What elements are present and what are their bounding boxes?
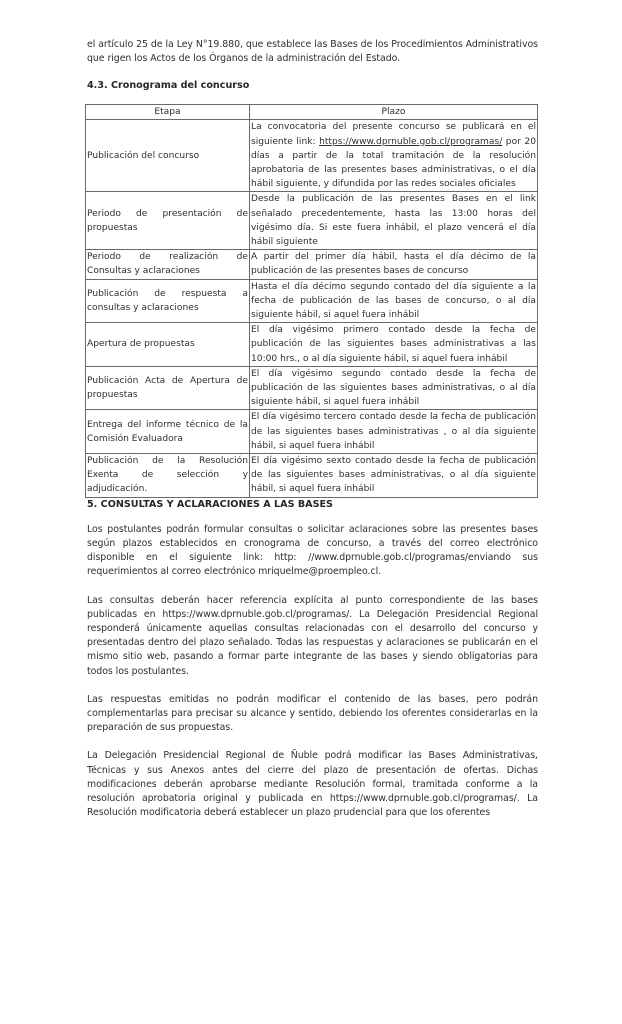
table-row bbox=[86, 250, 538, 279]
etapa-cell: Publicación Acta de Apertura de propuestas bbox=[86, 366, 250, 410]
programas-link[interactable]: https://www.dprnuble.gob.cl/programas/ bbox=[319, 136, 503, 147]
etapa-cell: Publicación de respuesta a consultas y aclaraciones bbox=[86, 279, 250, 323]
plazo-cell: Desde la publicación de las presentes Bases en el link señalado precedentemente, hasta las 13:00 horas del vigésimo día. Si este fuera inhábil, el plazo vencerá el día hábil siguiente bbox=[250, 192, 538, 250]
paragraph-gap bbox=[87, 580, 538, 594]
referencia-paragraph: Las consultas deberán hacer referencia explícita al punto correspondiente de las bases publicadas en https://www.dprnuble.gob.cl/programas/. La Delegación Presidencial Regional responderá únicamente aquellas consultas relacionadas con el desarrollo del concurso y presentadas dentro del plazo señalado. Todas las respuestas y aclaraciones se publicarán en el mismo sitio web, pasando a formar parte integrante de las bases y siendo obligatorias para todos los postulantes. bbox=[87, 594, 538, 677]
plazo-cell: El día vigésimo tercero contado desde la fecha de publicación de las siguientes bases administrativas , o al día siguiente hábil, si aquel fuera inhábil bbox=[250, 410, 538, 454]
plazo-cell: El día vigésimo segundo contado desde la fecha de publicación de las siguientes bases administrativas, o al día siguiente hábil, si aquel fuera inhábil bbox=[250, 366, 538, 410]
plazo-cell: El día vigésimo sexto contado desde la fecha de publicación de las siguientes bases administrativas, o al día siguiente hábil, si aquel fuera inhábil bbox=[250, 454, 538, 498]
etapa-cell: Periodo de realización de Consultas y aclaraciones bbox=[86, 250, 250, 279]
paragraph-gap bbox=[87, 735, 538, 749]
section-4-3-heading: 4.3. Cronograma del concurso bbox=[87, 80, 250, 92]
table-row bbox=[86, 454, 538, 498]
table-row bbox=[86, 410, 538, 454]
etapa-cell: Periodo de presentación de propuestas bbox=[86, 192, 250, 250]
consultas-paragraph: Los postulantes podrán formular consultas o solicitar aclaraciones sobre las presentes bases según plazos establecidos en cronograma de concurso, a través del correo electrónico disponible en el siguiente link: http: //www.dprnuble.gob.cl/programas/enviando sus requerimientos al correo electrónico mriquelme@proempleo.cl. bbox=[87, 523, 538, 578]
plazo-cell: El día vigésimo primero contado desde la fecha de publicación de las siguientes bases administrativas a las 10:00 hrs., o al día siguiente hábil, si aquel fuera inhábil bbox=[250, 323, 538, 367]
etapa-cell: Entrega del informe técnico de la Comisión Evaluadora bbox=[86, 410, 250, 454]
table-row bbox=[86, 366, 538, 410]
table-row bbox=[86, 323, 538, 367]
modificacion-paragraph: La Delegación Presidencial Regional de Ñuble podrá modificar las Bases Administrativas, Técnicas y sus Anexos antes del cierre del plazo de presentación de ofertas. Dichas modificaciones deberán aprobarse mediante Resolución formal, tramitada conforme a la resolución aprobatoria original y publicada en https://www.dprnuble.gob.cl/programas/. La Resolución modificatoria deberá establecer un plazo prudencial para que los oferentes bbox=[87, 750, 538, 819]
plazo-text: La convocatoria del presente concurso se publicará en el siguiente link: bbox=[251, 122, 536, 147]
table-row bbox=[86, 120, 538, 192]
respuestas-paragraph: Las respuestas emitidas no podrán modificar el contenido de las bases, pero podrán complementarlas para precisar su alcance y sentido, debiendo los oferentes considerarlas en la preparación de sus propuestas. bbox=[87, 693, 538, 734]
header-etapa: Etapa bbox=[86, 105, 250, 120]
section-5-heading: 5. CONSULTAS Y ACLARACIONES A LAS BASES bbox=[87, 498, 333, 510]
table-header-row bbox=[86, 105, 538, 120]
intro-paragraph: el artículo 25 de la Ley N°19.880, que establece las Bases de los Procedimientos Administrativos que rigen los Actos de los Órganos de la administración del Estado. bbox=[87, 39, 538, 65]
plazo-cell bbox=[250, 120, 538, 192]
cronograma-table bbox=[85, 104, 538, 497]
etapa-cell: Publicación del concurso bbox=[86, 120, 250, 192]
etapa-cell: Apertura de propuestas bbox=[86, 323, 250, 367]
paragraph-gap bbox=[87, 679, 538, 693]
etapa-cell: Publicación de la Resolución Exenta de selección y adjudicación. bbox=[86, 454, 250, 498]
plazo-cell: A partir del primer día hábil, hasta el día décimo de la publicación de las presentes bases de concurso bbox=[250, 250, 538, 279]
table-row bbox=[86, 192, 538, 250]
plazo-text: por 20 días a partir de la total tramitación de la resolución aprobatoria de las presentes bases administrativas, o el día hábil siguiente, y difundida por las redes sociales oficiales bbox=[251, 136, 536, 190]
document-page bbox=[87, 38, 538, 820]
plazo-cell: Hasta el día décimo segundo contado del día siguiente a la fecha de publicación de las bases de concurso, o al día siguiente hábil, si aquel fuera inhábil bbox=[250, 279, 538, 323]
header-plazo: Plazo bbox=[250, 105, 538, 120]
table-row bbox=[86, 279, 538, 323]
